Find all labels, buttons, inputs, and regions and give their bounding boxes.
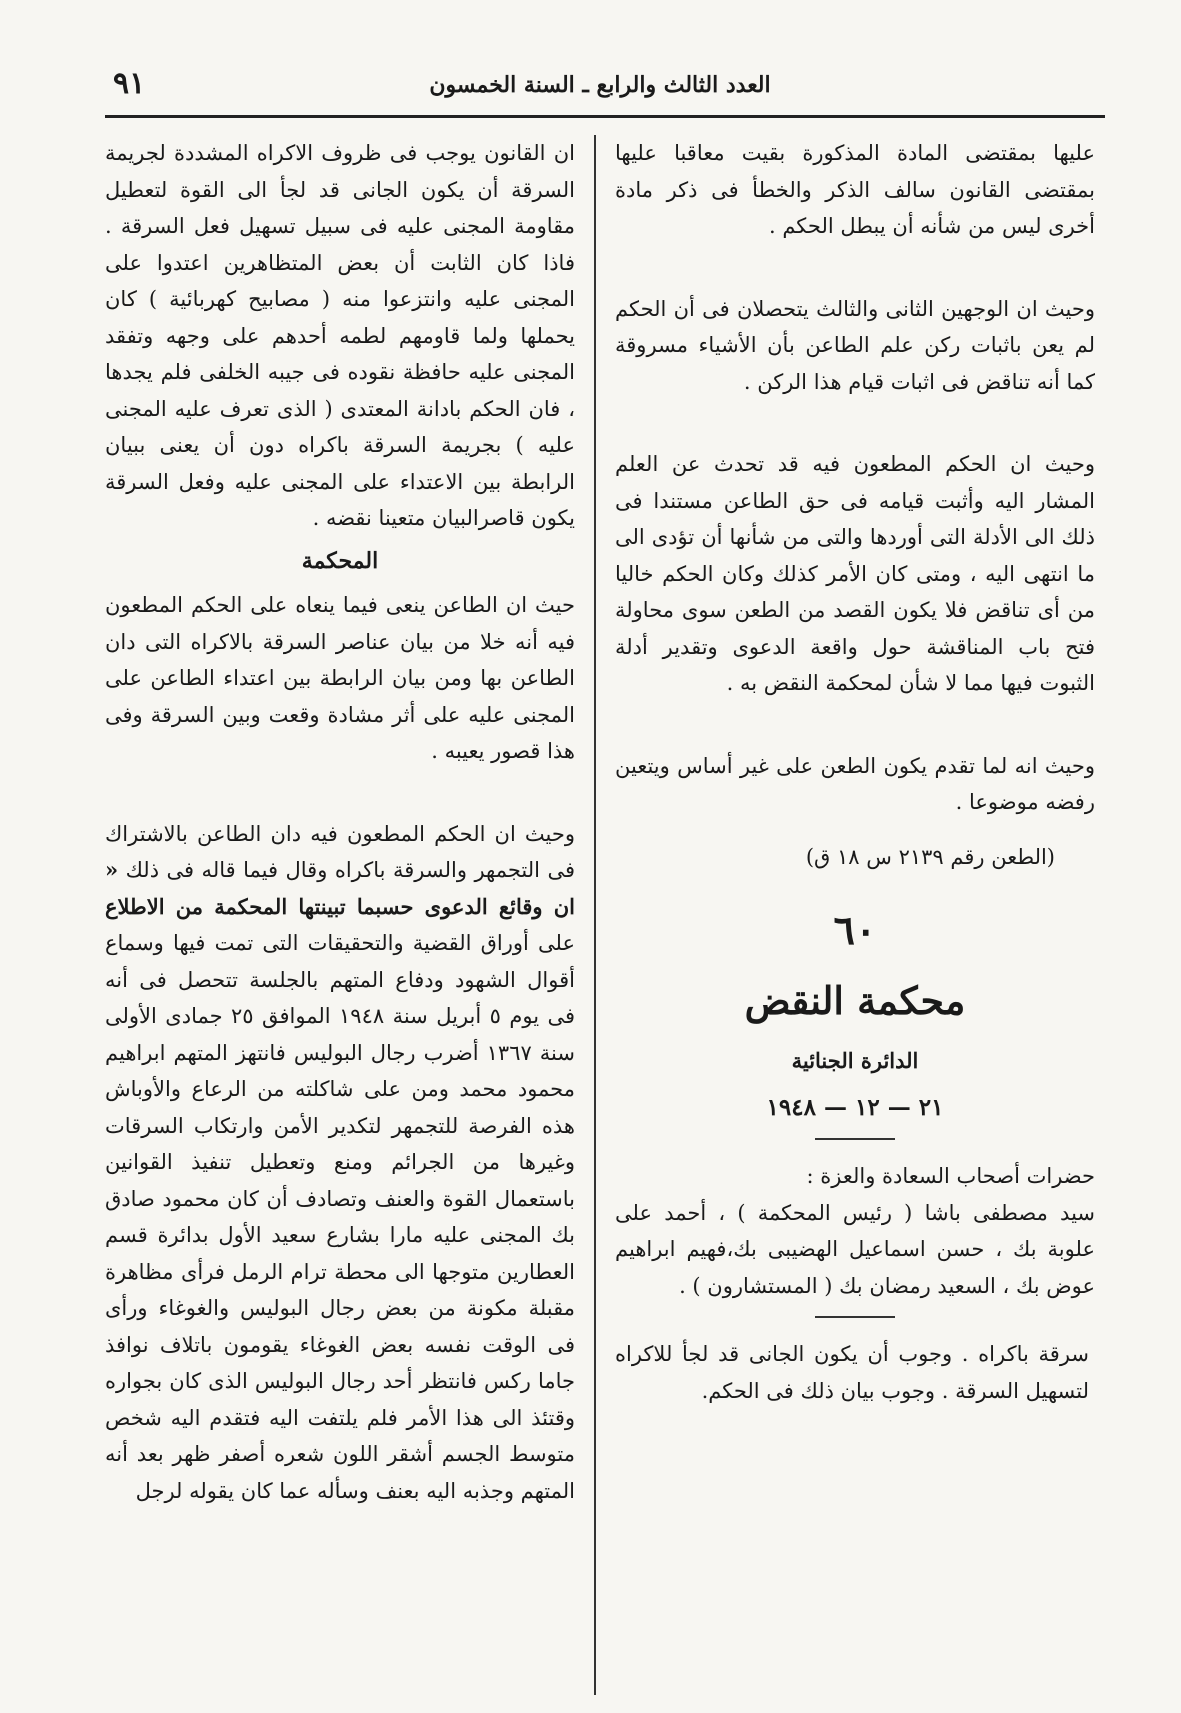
paragraph-intro: وحيث ان الحكم المطعون فيه دان الطاعن بالاشتراك فى التجمهر والسرقة باكراه وقال فيما قاله فى ذلك xyxy=(105,821,575,882)
paragraph-rest: على أوراق القضية والتحقيقات التى تمت فيها وسماع أقوال الشهود ودفاع المتهم بالجلسة تتحصل فى أنه فى يوم ٥ أبريل سنة ١٩٤٨ الموافق ٢٥ جمادى الأولى سنة ١٣٦٧ أضرب رجال البوليس فانتهز المتهم ابراهيم محمود محمد ومن على شاكلته من الرعاع والأوباش هذه الفرصة للتجمهر لتكدير الأمن وارتكاب السرقات وغيرها من الجرائم ومنع وتعطيل تنفيذ القوانين باستعمال القوة والعنف وتصادف أن كان محمود صادق بك المجنى عليه مارا بشارع سعيد الأول بدائرة قسم العطارين متوجها الى محطة ترام الرمل فرأى مظاهرة مقبلة مكونة من بعض رجال البوليس والغوغاء ورأى فى الوقت نفسه بعض الغوغاء يقومون باتلاف نوافذ جاما ركس فانتظر أحد رجال البوليس الذى كان بجواره وقتئذ الى هذا الأمر فلم يلتفت اليه فتقدم اليه شخص متوسط الجسم أشقر اللون شعره أصفر ظهر بعد أنه المتهم وجذبه اليه بعنف وسأله عما كان يقوله لرجل xyxy=(105,931,576,1503)
paragraph xyxy=(105,816,575,1510)
page-header xyxy=(105,62,1095,112)
paragraph: ان القانون يوجب فى ظروف الاكراه المشددة لجريمة السرقة أن يكون الجانى قد لجأ الى القوة لتعطيل مقاومة المجنى عليه فى سبيل تسهيل فعل السرقة . فاذا كان الثابت أن بعض المتظاهرين اعتدوا على المجنى عليه وانتزعوا منه ( مصابيح كهربائية ) كان يحملها ولما قاومهم لطمه أحدهم على وجهه وتفقد المجنى عليه حافظة نقوده فى جيبه الخلفى فلم يجدها ، فان الحكم بادانة المعتدى ( الذى تعرف عليه المجنى عليه ) بجريمة السرقة باكراه دون أن يعنى ببيان الرابطة بين الاعتداء على المجنى عليه وفعل السرقة يكون قاصرالبيان متعينا نقضه . xyxy=(105,141,575,530)
page-number: ٩١ xyxy=(113,66,146,101)
divider xyxy=(815,1316,895,1318)
header-rule xyxy=(105,115,1105,118)
paragraph: عليها بمقتضى المادة المذكورة بقيت معاقبا عليها بمقتضى القانون سالف الذكر والخطأ فى ذكر مادة أخرى ليس من شأنه أن يبطل الحكم . xyxy=(615,141,1095,238)
paragraph: وحيث انه لما تقدم يكون الطعن على غير أساس ويتعين رفضه موضوعا . xyxy=(615,753,1095,814)
case-number: ٦٠ xyxy=(833,907,877,954)
paragraph: وحيث ان الوجهين الثانى والثالث يتحصلان فى أن الحكم لم يعن باثبات ركن علم الطاعن بأن الأشياء مسروقة كما أنه تناقض فى اثبات قيام هذا الركن . xyxy=(615,296,1095,394)
paragraph: حيث ان الطاعن ينعى فيما ينعاه على الحكم المطعون فيه أنه خلا من بيان عناصر السرقة بالاكراه التى دان الطاعن بها ومن بيان الرابطة بين اعتداء الطاعن على المجنى عليه على أثر مشادة وقعت وبين السرقة وفى هذا قصور يعيبه . xyxy=(105,593,575,763)
case-summary: سرقة باكراه . وجوب أن يكون الجانى قد لجأ للاكراه لتسهيل السرقة . وجوب بيان ذلك فى الحكم. xyxy=(615,1342,1089,1403)
right-column xyxy=(615,135,1095,1409)
section-heading: المحكمة xyxy=(301,547,379,574)
chamber-name: الدائرة الجنائية xyxy=(791,1048,919,1073)
header-title: العدد الثالث والرابع ـ السنة الخمسون xyxy=(429,72,771,98)
court-name: محكمة النقض xyxy=(744,978,966,1023)
session-date: ٢١ — ١٢ — ١٩٤٨ xyxy=(766,1093,944,1121)
attendance-names: سيد مصطفى باشا ( رئيس المحكمة ) ، أحمد على علوبة بك ، حسن اسماعيل الهضيبى بك،فهيم ابراهيم عوض بك ، السعيد رمضان بك ( المستشارون ) . xyxy=(615,1200,1095,1298)
divider xyxy=(815,1138,895,1140)
attendance-intro: حضرات أصحاب السعادة والعزة : xyxy=(806,1164,1095,1188)
column-divider xyxy=(594,135,596,1695)
appeal-reference: (الطعن رقم ٢١٣٩ س ١٨ ق) xyxy=(805,844,1055,869)
paragraph: وحيث ان الحكم المطعون فيه قد تحدث عن العلم المشار اليه وأثبت قيامه فى حق الطاعن مستندا فى ذلك الى الأدلة التى أوردها والتى من شأنها أن تؤدى الى ما انتهى اليه ، ومتى كان الأمر كذلك وكان الحكم خاليا من أى تناقض فلا يكون القصد من الطعن سوى محاولة فتح باب المناقشة حول واقعة الدعوى وتقدير أدلة الثبوت فيها مما لا شأن لمحكمة النقض به . xyxy=(615,452,1095,695)
quote-opening: « ان وقائع الدعوى حسبما تبينتها المحكمة من الاطلاع xyxy=(105,857,575,919)
left-column xyxy=(105,135,575,1509)
